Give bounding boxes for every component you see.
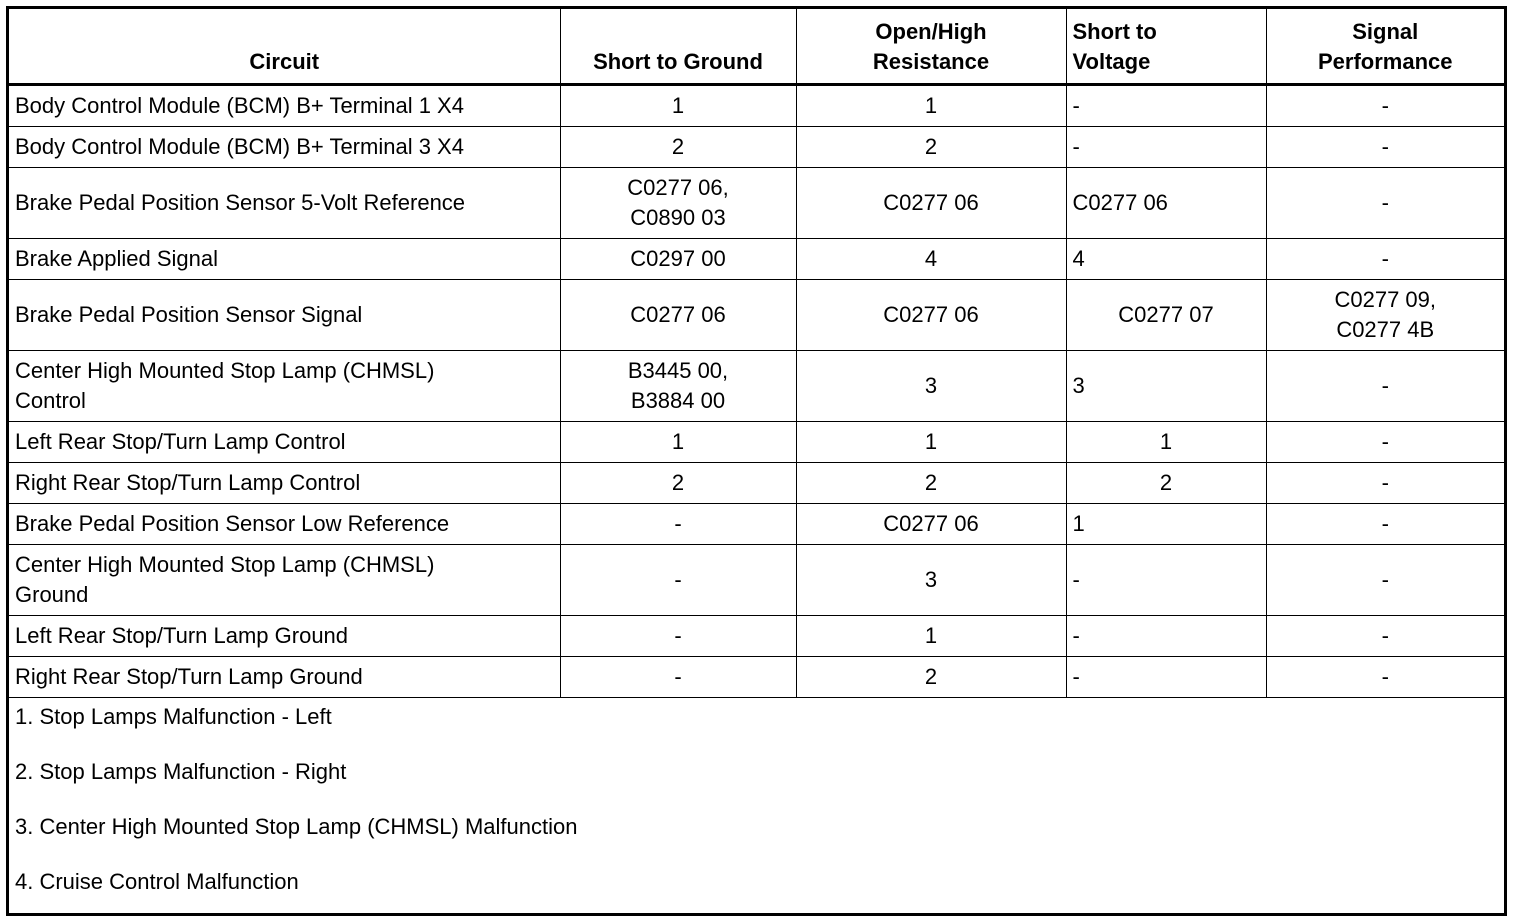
cell-open-high-resistance: 1 xyxy=(796,422,1066,463)
cell-circuit: Center High Mounted Stop Lamp (CHMSL) Control xyxy=(9,351,560,422)
cell-circuit: Body Control Module (BCM) B+ Terminal 1 X4 xyxy=(9,85,560,127)
cell-short-to-ground: 2 xyxy=(560,127,796,168)
circuit-dtc-table xyxy=(9,9,1504,698)
cell-short-to-voltage: C0277 07 xyxy=(1066,280,1266,351)
header-short-to-ground: Short to Ground xyxy=(560,9,796,85)
table-row xyxy=(9,280,1504,351)
table-row xyxy=(9,657,1504,698)
cell-open-high-resistance: 4 xyxy=(796,239,1066,280)
cell-open-high-resistance: 2 xyxy=(796,463,1066,504)
cell-short-to-voltage: C0277 06 xyxy=(1066,168,1266,239)
cell-signal-performance: - xyxy=(1266,85,1504,127)
table-row xyxy=(9,463,1504,504)
cell-circuit: Left Rear Stop/Turn Lamp Control xyxy=(9,422,560,463)
table-row xyxy=(9,504,1504,545)
table-row xyxy=(9,545,1504,616)
cell-signal-performance: - xyxy=(1266,127,1504,168)
table-row xyxy=(9,422,1504,463)
cell-short-to-voltage: - xyxy=(1066,127,1266,168)
cell-open-high-resistance: 2 xyxy=(796,657,1066,698)
footnote: 1. Stop Lamps Malfunction - Left xyxy=(15,704,332,729)
cell-short-to-ground: - xyxy=(560,616,796,657)
footnote: 4. Cruise Control Malfunction xyxy=(15,869,299,894)
cell-circuit: Right Rear Stop/Turn Lamp Ground xyxy=(9,657,560,698)
cell-short-to-ground: C0277 06, C0890 03 xyxy=(560,168,796,239)
cell-short-to-ground: B3445 00, B3884 00 xyxy=(560,351,796,422)
cell-signal-performance: - xyxy=(1266,504,1504,545)
table-row xyxy=(9,127,1504,168)
cell-open-high-resistance: 3 xyxy=(796,545,1066,616)
cell-circuit: Left Rear Stop/Turn Lamp Ground xyxy=(9,616,560,657)
cell-short-to-ground: 1 xyxy=(560,422,796,463)
cell-signal-performance: - xyxy=(1266,545,1504,616)
header-signal-performance: Signal Performance xyxy=(1266,9,1504,85)
cell-circuit: Body Control Module (BCM) B+ Terminal 3 X4 xyxy=(9,127,560,168)
table-row xyxy=(9,239,1504,280)
header-open-high-resistance: Open/High Resistance xyxy=(796,9,1066,85)
cell-open-high-resistance: C0277 06 xyxy=(796,280,1066,351)
cell-short-to-voltage: 2 xyxy=(1066,463,1266,504)
cell-signal-performance: - xyxy=(1266,463,1504,504)
cell-signal-performance: - xyxy=(1266,168,1504,239)
footnotes xyxy=(9,698,1504,897)
cell-short-to-ground: - xyxy=(560,545,796,616)
table-row xyxy=(9,168,1504,239)
footnote: 3. Center High Mounted Stop Lamp (CHMSL) Malfunction xyxy=(15,814,578,839)
cell-short-to-ground: 2 xyxy=(560,463,796,504)
cell-signal-performance: C0277 09, C0277 4B xyxy=(1266,280,1504,351)
cell-short-to-voltage: - xyxy=(1066,616,1266,657)
cell-short-to-ground: C0277 06 xyxy=(560,280,796,351)
cell-short-to-ground: 1 xyxy=(560,85,796,127)
cell-short-to-voltage: - xyxy=(1066,657,1266,698)
cell-signal-performance: - xyxy=(1266,422,1504,463)
cell-open-high-resistance: 2 xyxy=(796,127,1066,168)
cell-signal-performance: - xyxy=(1266,616,1504,657)
cell-circuit: Brake Pedal Position Sensor Low Reference xyxy=(9,504,560,545)
cell-circuit: Center High Mounted Stop Lamp (CHMSL) Ground xyxy=(9,545,560,616)
cell-circuit: Brake Pedal Position Sensor Signal xyxy=(9,280,560,351)
header-circuit: Circuit xyxy=(9,9,560,85)
table-header-row xyxy=(9,9,1504,85)
table-row xyxy=(9,616,1504,657)
cell-short-to-ground: - xyxy=(560,504,796,545)
table-row xyxy=(9,351,1504,422)
cell-short-to-voltage: - xyxy=(1066,85,1266,127)
cell-open-high-resistance: C0277 06 xyxy=(796,168,1066,239)
cell-short-to-voltage: 3 xyxy=(1066,351,1266,422)
cell-open-high-resistance: 3 xyxy=(796,351,1066,422)
header-short-to-voltage: Short to Voltage xyxy=(1066,9,1266,85)
cell-short-to-ground: C0297 00 xyxy=(560,239,796,280)
cell-open-high-resistance: 1 xyxy=(796,616,1066,657)
cell-circuit: Brake Pedal Position Sensor 5-Volt Reference xyxy=(9,168,560,239)
cell-circuit: Right Rear Stop/Turn Lamp Control xyxy=(9,463,560,504)
cell-short-to-voltage: - xyxy=(1066,545,1266,616)
footnote: 2. Stop Lamps Malfunction - Right xyxy=(15,759,347,784)
cell-signal-performance: - xyxy=(1266,351,1504,422)
cell-short-to-voltage: 1 xyxy=(1066,504,1266,545)
table-row xyxy=(9,85,1504,127)
cell-short-to-ground: - xyxy=(560,657,796,698)
cell-open-high-resistance: 1 xyxy=(796,85,1066,127)
cell-signal-performance: - xyxy=(1266,657,1504,698)
cell-short-to-voltage: 4 xyxy=(1066,239,1266,280)
dtc-circuit-table-container xyxy=(6,6,1507,916)
cell-signal-performance: - xyxy=(1266,239,1504,280)
cell-circuit: Brake Applied Signal xyxy=(9,239,560,280)
cell-short-to-voltage: 1 xyxy=(1066,422,1266,463)
cell-open-high-resistance: C0277 06 xyxy=(796,504,1066,545)
